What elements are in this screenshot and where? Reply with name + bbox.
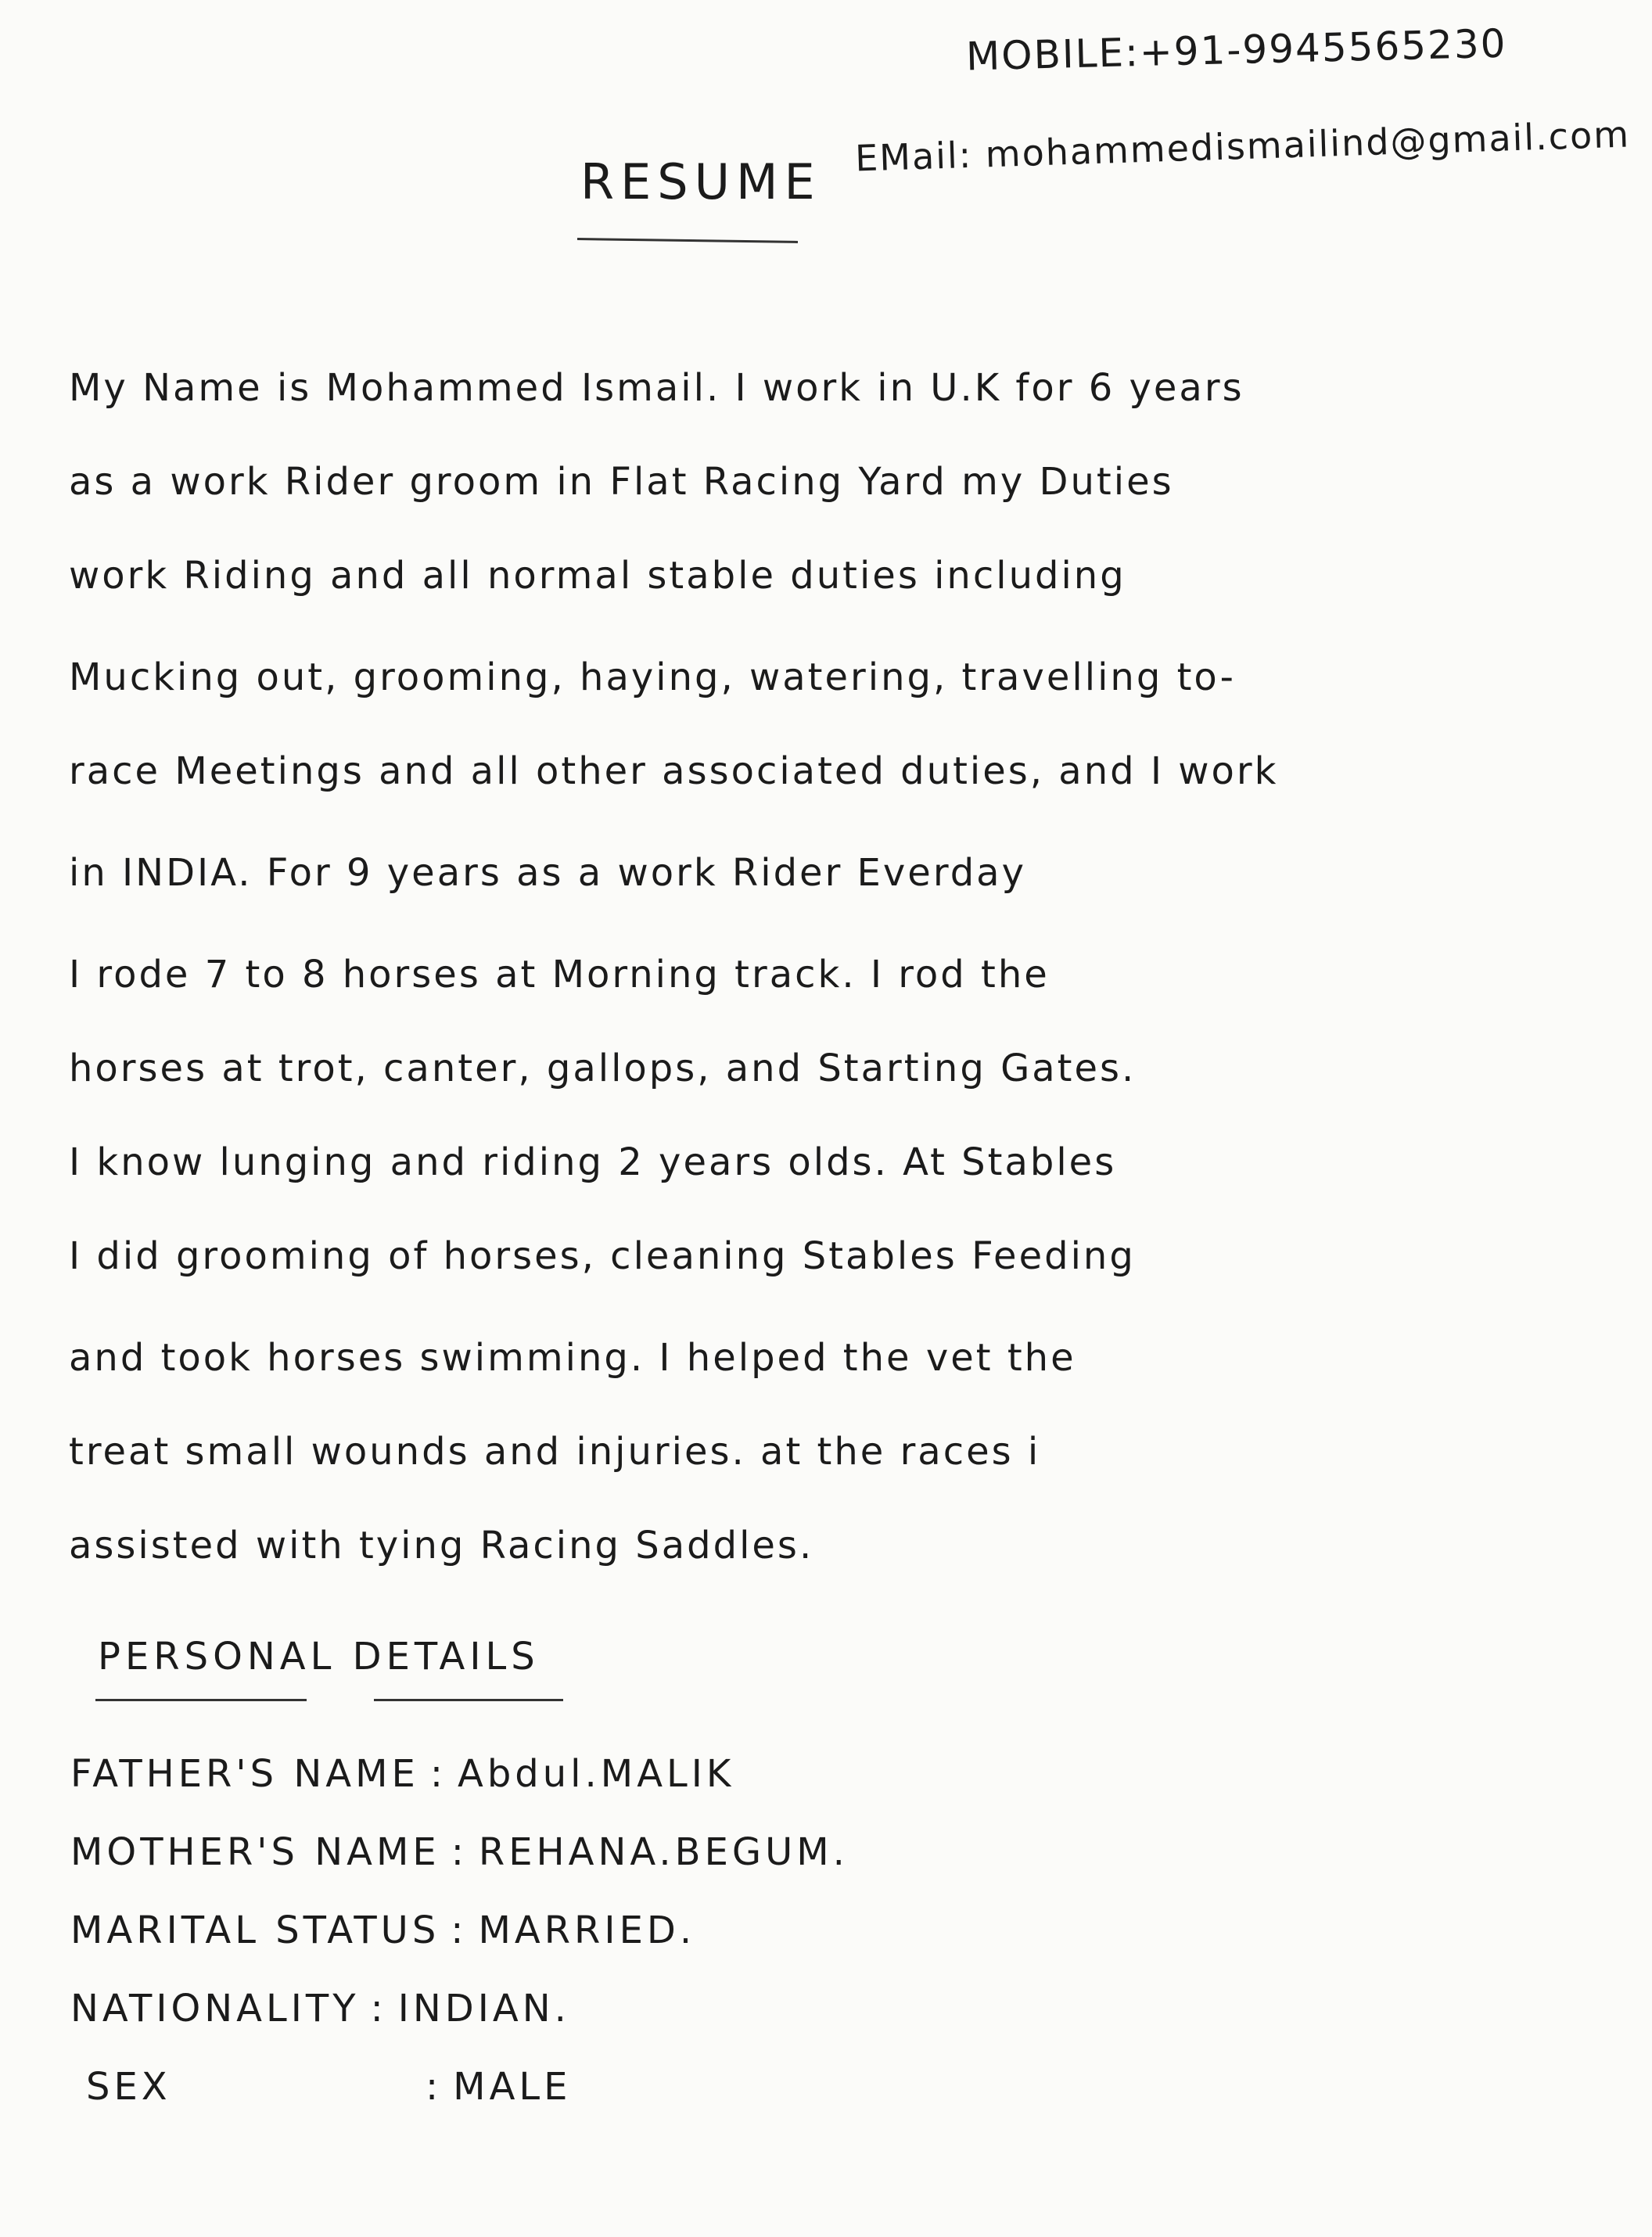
detail-separator: : <box>426 2065 443 2109</box>
summary-line: treat small wounds and injuries. at the races i <box>69 1430 1041 1474</box>
personal-details-heading: PERSONAL DETAILS <box>98 1635 540 1679</box>
detail-row-father <box>70 1752 734 1796</box>
detail-separator: : <box>429 1752 447 1796</box>
detail-label: NATIONALITY <box>70 1987 360 2031</box>
summary-line: as a work Rider groom in Flat Racing Yard my Duties <box>69 460 1174 504</box>
detail-label: MARITAL STATUS <box>70 1908 440 1952</box>
detail-value: REHANA.BEGUM. <box>478 1830 849 1874</box>
page-title: RESUME <box>580 153 821 210</box>
summary-line: I did grooming of horses, cleaning Stables Feeding <box>69 1234 1136 1278</box>
summary-line: and took horses swimming. I helped the vet the <box>69 1336 1076 1380</box>
title-underline <box>577 238 798 243</box>
detail-row-nationality <box>70 1987 570 2031</box>
detail-label: FATHER'S NAME <box>70 1752 419 1796</box>
summary-line: Mucking out, grooming, haying, watering, travelling to- <box>69 655 1236 699</box>
heading-underline <box>374 1699 563 1701</box>
detail-label: MOTHER'S NAME <box>70 1830 440 1874</box>
detail-label: SEX <box>86 2065 171 2109</box>
detail-row-marital-status <box>70 1908 695 1952</box>
detail-value: MARRIED. <box>478 1908 696 1952</box>
detail-value: INDIAN. <box>397 1987 570 2031</box>
summary-line: I know lunging and riding 2 years olds. At Stables <box>69 1140 1117 1184</box>
detail-separator: : <box>451 1830 468 1874</box>
mobile-number: MOBILE:+91-9945565230 <box>965 20 1508 80</box>
summary-line: in INDIA. For 9 years as a work Rider Everday <box>69 851 1026 895</box>
summary-line: assisted with tying Racing Saddles. <box>69 1524 814 1567</box>
heading-underline <box>95 1699 307 1701</box>
detail-separator: : <box>451 1908 468 1952</box>
summary-line: My Name is Mohammed Ismail. I work in U.K for 6 years <box>69 366 1244 410</box>
summary-line: I rode 7 to 8 horses at Morning track. I rod the <box>69 953 1050 996</box>
summary-line: race Meetings and all other associated duties, and I work <box>69 749 1279 793</box>
detail-value: MALE <box>453 2065 572 2109</box>
detail-row-sex <box>86 2065 572 2109</box>
summary-line: horses at trot, canter, gallops, and Starting Gates. <box>69 1047 1137 1090</box>
detail-separator: : <box>370 1987 387 2031</box>
detail-value: Abdul.MALIK <box>457 1752 735 1796</box>
detail-row-mother <box>70 1830 849 1874</box>
summary-line: work Riding and all normal stable duties including <box>69 554 1126 598</box>
email-address: EMail: mohammedismailind@gmail.com <box>854 113 1631 180</box>
